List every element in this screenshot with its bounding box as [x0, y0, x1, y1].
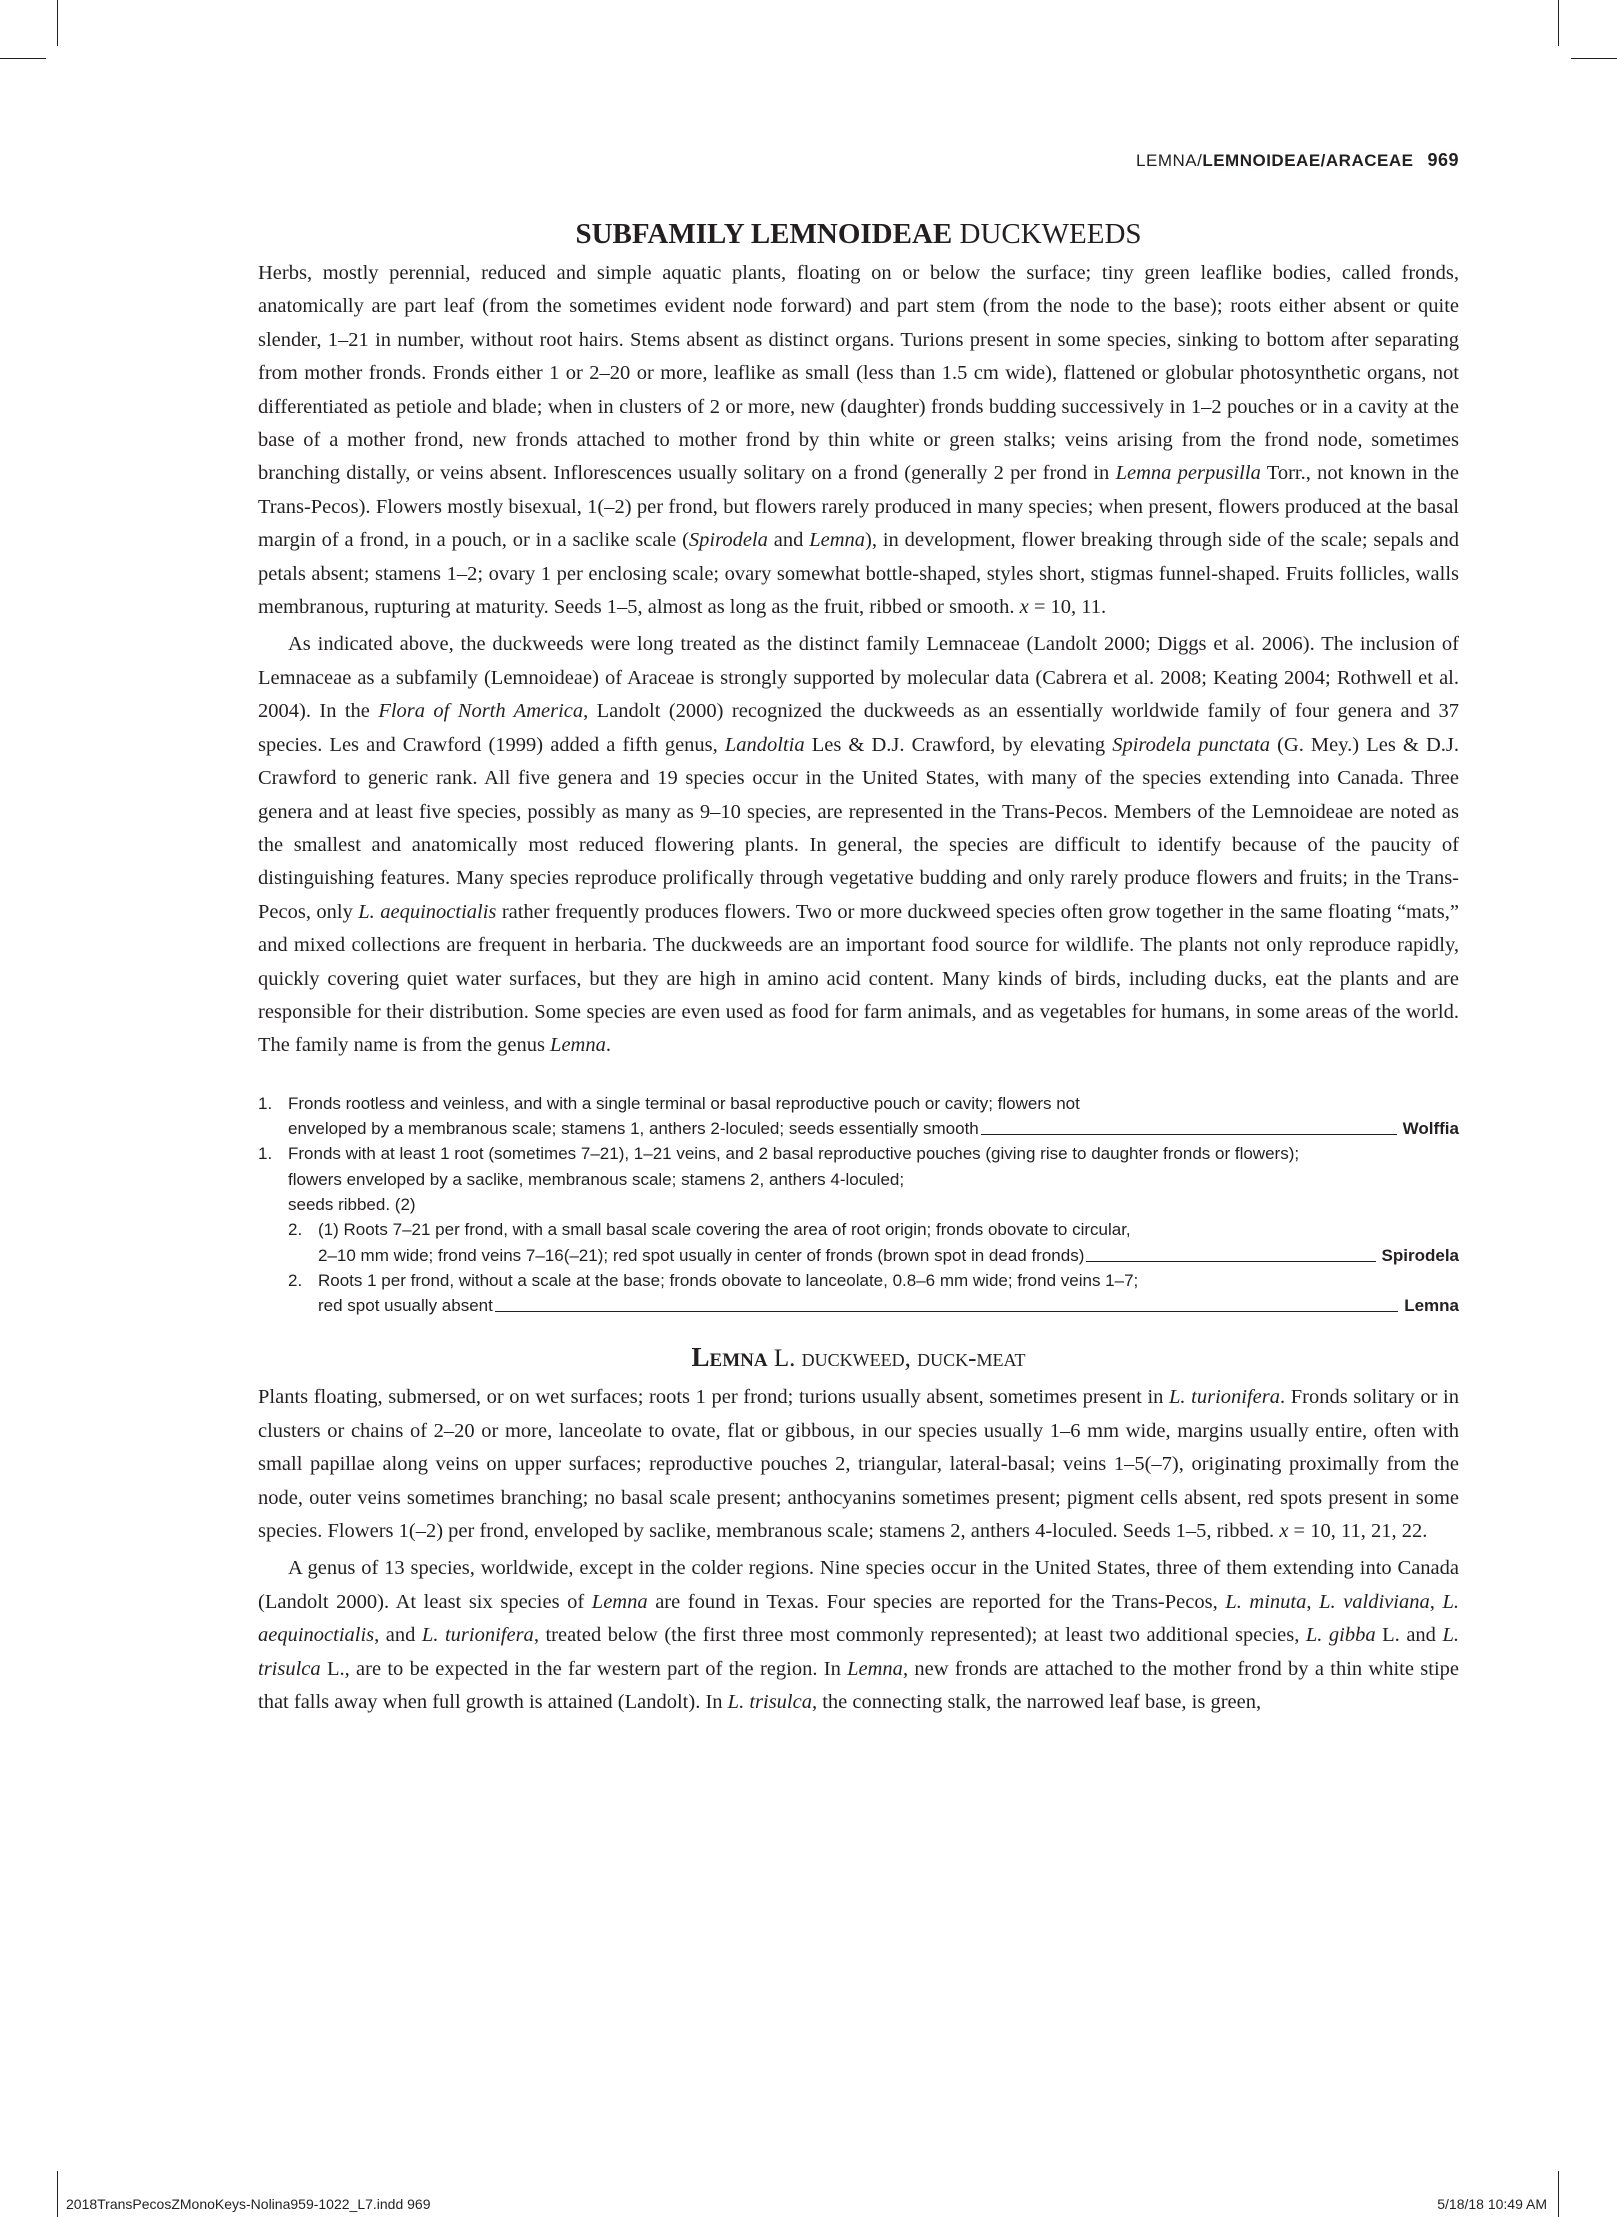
genus-key [258, 1091, 1459, 1319]
running-head [1136, 150, 1459, 171]
running-head-family: LEMNOIDEAE/ARACEAE [1202, 151, 1414, 170]
key-lead [258, 1091, 1459, 1142]
subfamily-name: SUBFAMILY LEMNOIDEAE [575, 218, 953, 250]
key-lead-text-end: 2–10 mm wide; frond veins 7–16(–21); red spot usually in center of fronds (brown spot in dead fronds) [318, 1245, 1085, 1265]
crop-mark-top-left-vertical [57, 0, 58, 46]
genus-name: Lemna [691, 1342, 768, 1373]
key-taxon: Lemna [1404, 1296, 1459, 1316]
key-taxon: Spirodela [1381, 1245, 1459, 1265]
key-leader-line [495, 1311, 1398, 1312]
key-lead [258, 1141, 1459, 1217]
crop-mark-bottom-left-vertical [57, 2171, 58, 2217]
key-lead-number: 2. [288, 1220, 303, 1240]
key-lead [258, 1268, 1459, 1319]
genus-description: Plants floating, submersed, or on wet surfaces; roots 1 per frond; turions usually absent, sometimes present in L. turionifera. Fronds solitary or in clusters or chains of 2–20 or more, lanceolate to ovate, flat or gibbous, in our species usually 1–6 mm wide, margins usually entire, often with small papillae along veins on upper surfaces; reproductive pouches 2, triangular, lateral-basal; veins 1–5(–7), originating proximally from the node, outer veins sometimes branching; no basal scale present; anthocyanins sometimes present; pigment cells absent, red spots present in some species. Flowers 1(–2) per frond, enveloped by saclike, membranous scale; stamens 2, anthers 4-loculed. Seeds 1–5, ribbed. x = 10, 11, 21, 22. [258, 1386, 1459, 1543]
key-taxon: Wolffia [1402, 1119, 1459, 1139]
footer-file-slug: 2018TransPecosZMonoKeys-Nolina959-1022_L7.indd 969 [66, 2196, 431, 2212]
key-lead-text: Fronds rootless and veinless, and with a single terminal or basal reproductive pouch or cavity; flowers not [288, 1093, 1080, 1113]
subfamily-heading [258, 218, 1459, 251]
key-lead [258, 1217, 1459, 1268]
crop-mark-top-right-vertical [1558, 0, 1559, 46]
key-lead-text: Roots 1 per frond, without a scale at the base; fronds obovate to lanceolate, 0.8–6 mm wide; frond veins 1–7; [318, 1270, 1139, 1290]
page-number: 969 [1427, 150, 1459, 170]
key-lead-text: (1) Roots 7–21 per frond, with a small basal scale covering the area of root origin; fronds obovate to circular, [318, 1220, 1131, 1240]
subfamily-description: Herbs, mostly perennial, reduced and simple aquatic plants, floating on or below the surface; tiny green leaflike bodies, called fronds, anatomically are part leaf (from the sometimes evident node forward) and part stem (from the node to the base); roots either absent or quite slender, 1–21 in number, without root hairs. Stems absent as distinct organs. Turions present in some species, sinking to bottom after separating from mother fronds. Fronds either 1 or 2–20 or more, leaflike as small (less than 1.5 cm wide), flattened or globular photosynthetic organs, not differentiated as petiole and blade; when in clusters of 2 or more, new (daughter) fronds budding successively in 1–2 pouches or in a cavity at the base of a mother frond, new fronds attached to mother frond by thin white or green stalks; veins arising from the frond node, sometimes branching distally, or veins absent. Inflorescences usually solitary on a frond (generally 2 per frond in Lemna perpusilla Torr., not known in the Trans-Pecos). Flowers mostly bisexual, 1(–2) per frond, but flowers rarely produced in many species; when present, flowers produced at the basal margin of a frond, in a pouch, or in a saclike scale (Spirodela and Lemna), in development, flower breaking through side of the scale; sepals and petals absent; stamens 1–2; ovary 1 per enclosing scale; ovary somewhat bottle-shaped, styles short, stigmas funnel-shaped. Fruits follicles, walls membranous, rupturing at maturity. Seeds 1–5, almost as long as the fruit, ribbed or smooth. x = 10, 11. [258, 262, 1460, 619]
page-body [258, 218, 1459, 1719]
key-lead-number: 1. [258, 1093, 273, 1113]
key-leader-line [981, 1134, 1397, 1135]
crop-mark-top-left-horizontal [0, 58, 46, 59]
crop-mark-top-right-horizontal [1571, 58, 1617, 59]
running-head-genus: LEMNA/ [1136, 151, 1203, 170]
key-lead-text-end: enveloped by a membranous scale; stamens 1, anthers 2-loculed; seeds essentially smooth [288, 1119, 979, 1139]
key-lead-number: 2. [288, 1270, 303, 1290]
genus-discussion: A genus of 13 species, worldwide, except in the colder regions. Nine species occur in the United States, three of them extending into Canada (Landolt 2000). At least six species of Lemna are found in Texas. Four species are reported for the Trans-Pecos, L. minuta, L. valdiviana, L. aequinoctialis, and L. turionifera, treated below (the first three most commonly represented); at least two additional species, L. gibba L. and L. trisulca L., are to be expected in the far western part of the region. In Lemna, new fronds are attached to the mother frond by a thin white stipe that falls away when full growth is attained (Landolt). In L. trisulca, the connecting stalk, the narrowed leaf base, is green, [258, 1557, 1459, 1714]
subfamily-common-name: DUCKWEEDS [952, 218, 1142, 250]
key-lead-number: 1. [258, 1144, 273, 1164]
subfamily-discussion: As indicated above, the duckweeds were long treated as the distinct family Lemnaceae (Landolt 2000; Diggs et al. 2006). The inclusion of Lemnaceae as a subfamily (Lemnoideae) of Araceae is strongly supported by molecular data (Cabrera et al. 2008; Keating 2004; Rothwell et al. 2004). In the Flora of North America, Landolt (2000) recognized the duckweeds as an essentially worldwide family of four genera and 37 species. Les and Crawford (1999) added a fifth genus, Landoltia Les & D.J. Crawford, by elevating Spirodela punctata (G. Mey.) Les & D.J. Crawford to generic rank. All five genera and 19 species occur in the United States, with many of the species extending into Canada. Three genera and at least five species, possibly as many as 9–10 species, are represented in the Trans-Pecos. Members of the Lemnoideae are noted as the smallest and anatomically most reduced flowering plants. In general, the species are difficult to identify because of the paucity of distinguishing features. Many species reproduce prolifically through vegetative budding and only rarely produce flowers and fruits; in the Trans-Pecos, only L. aequinoctialis rather frequently produces flowers. Two or more duckweed species often grow together in the same floating “mats,” and mixed collections are frequent in herbaria. The duckweeds are an important food source for wildlife. The plants not only reproduce rapidly, quickly covering quiet water surfaces, but they are high in amino acid content. Many kinds of birds, including ducks, eat the plants and are responsible for their distribution. Some species are even used as food for farm animals, and as vegetables for humans, in some areas of the world. The family name is from the genus Lemna. [258, 633, 1459, 1057]
key-leader-line [1086, 1261, 1375, 1262]
genus-common-name: duckweed, duck-meat [795, 1345, 1026, 1373]
genus-heading [258, 1342, 1459, 1373]
key-lead-text-end: red spot usually absent [318, 1296, 493, 1316]
genus-author: L. [767, 1345, 796, 1373]
key-lead-text-end: seeds ribbed. (2) [288, 1194, 416, 1214]
crop-mark-bottom-right-vertical [1558, 2171, 1559, 2217]
footer-timestamp: 5/18/18 10:49 AM [1437, 2196, 1547, 2212]
key-lead-text: Fronds with at least 1 root (sometimes 7–21), 1–21 veins, and 2 basal reproductive pouches (giving rise to daughter fronds or flowers); flowers enveloped by a saclike, membranous scale; stamens 2, anthers 4-loculed; [288, 1144, 1300, 1189]
